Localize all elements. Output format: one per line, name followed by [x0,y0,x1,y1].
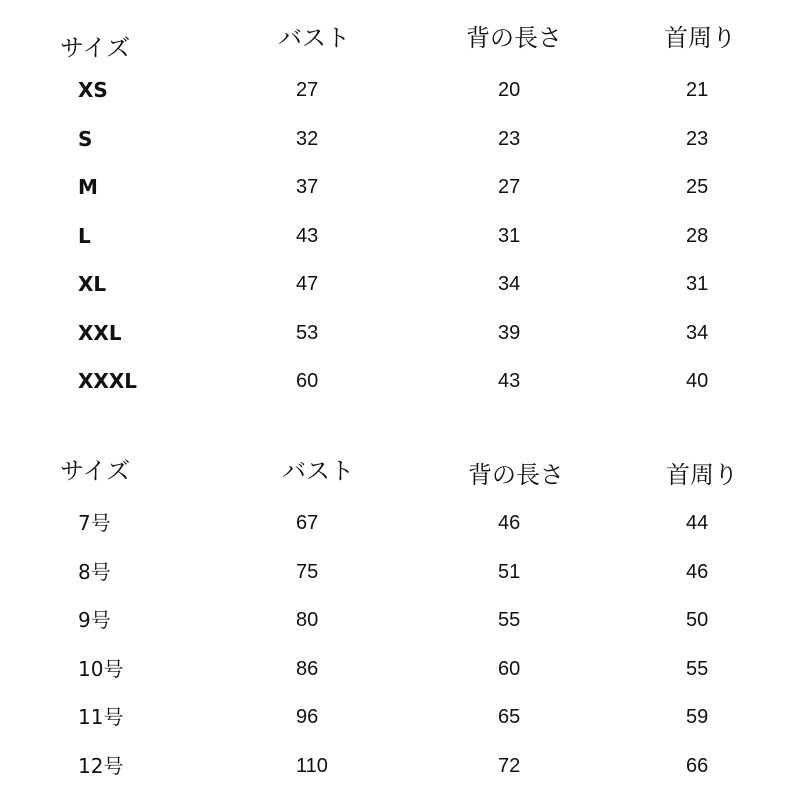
cell-size: XXL [78,320,122,345]
table-row [0,695,800,744]
table-row [0,647,800,696]
header-size: サイズ [60,457,131,485]
cell-size: XL [78,272,107,296]
table-row [0,68,800,117]
cell-back-length: 65 [498,706,521,728]
cell-back-length: 34 [498,273,521,295]
cell-size: L [78,223,91,248]
table-row [0,501,800,550]
cell-size: XS [78,78,108,102]
table-row [0,311,800,360]
header-back-length: 背の長さ [466,24,562,52]
cell-size: 11号 [78,705,124,729]
table-row [0,598,800,647]
cell-back-length: 31 [498,224,521,247]
table-row [0,214,800,263]
cell-neck: 31 [686,273,709,295]
cell-size: 12号 [78,753,124,778]
cell-back-length: 23 [498,127,521,150]
cell-bust: 53 [296,321,319,344]
cell-size: 8号 [78,559,111,584]
cell-bust: 110 [296,754,328,777]
cell-back-length: 51 [498,560,521,583]
header-neck: 首周り [666,461,738,489]
cell-size: 7号 [78,511,111,535]
cell-bust: 47 [296,273,319,295]
cell-neck: 28 [686,224,709,247]
cell-size: 9号 [78,608,111,632]
table-row [0,550,800,599]
cell-neck: 66 [686,754,709,777]
cell-neck: 50 [686,609,709,631]
cell-neck: 40 [686,370,709,392]
cell-back-length: 60 [498,657,521,680]
cell-bust: 96 [296,706,319,728]
cell-bust: 27 [296,79,319,101]
table-row [0,165,800,214]
cell-neck: 21 [686,79,709,101]
table-row [0,744,800,793]
cell-size: 10号 [78,656,124,681]
cell-neck: 46 [686,560,709,583]
cell-bust: 67 [296,512,319,534]
header-neck: 首周り [664,24,736,52]
cell-bust: 60 [296,370,319,392]
table-header-row [0,455,800,501]
table-row [0,262,800,311]
cell-bust: 80 [296,609,319,631]
cell-bust: 32 [296,127,319,150]
cell-back-length: 27 [498,176,521,198]
cell-back-length: 43 [498,370,521,392]
cell-size: S [78,126,93,151]
cell-back-length: 46 [498,512,521,534]
size-table-number [0,455,800,792]
cell-bust: 75 [296,560,319,583]
table-header-row [0,22,800,68]
table-row [0,359,800,408]
cell-neck: 34 [686,321,709,344]
header-size: サイズ [60,34,131,62]
header-bust: バスト [282,457,354,485]
cell-size: M [78,175,98,199]
cell-size: XXXL [78,369,138,393]
cell-neck: 55 [686,657,709,680]
cell-back-length: 20 [498,79,521,101]
header-back-length: 背の長さ [468,461,564,489]
cell-neck: 23 [686,127,709,150]
cell-back-length: 72 [498,754,521,777]
cell-back-length: 39 [498,321,521,344]
cell-back-length: 55 [498,609,521,631]
cell-neck: 44 [686,512,709,534]
cell-bust: 43 [296,224,319,247]
table-row [0,117,800,166]
size-table-letter [0,22,800,408]
header-bust: バスト [278,24,350,52]
cell-bust: 86 [296,657,319,680]
cell-neck: 59 [686,706,709,728]
cell-bust: 37 [296,176,319,198]
cell-neck: 25 [686,176,709,198]
